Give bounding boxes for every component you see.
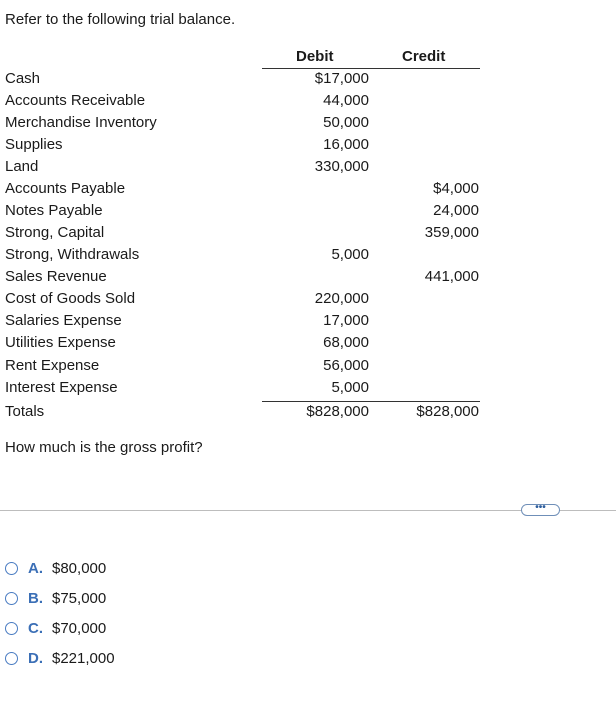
option-text: $221,000	[52, 649, 115, 667]
credit-value: 441,000	[424, 268, 479, 285]
debit-value: 16,000	[323, 136, 369, 153]
debit-value: 5,000	[331, 379, 369, 396]
question-text: How much is the gross profit?	[5, 439, 203, 456]
radio-icon[interactable]	[5, 652, 18, 665]
debit-value: $828,000	[306, 403, 369, 420]
debit-value: 330,000	[314, 158, 369, 175]
option-text: $80,000	[52, 559, 107, 577]
debit-value: $17,000	[314, 70, 369, 87]
account-label: Land	[5, 158, 39, 175]
account-label: Totals	[5, 403, 45, 420]
table-row	[0, 357, 616, 379]
credit-header: Credit	[402, 48, 446, 65]
debit-value: 17,000	[323, 312, 369, 329]
table-row	[0, 158, 616, 180]
radio-icon[interactable]	[5, 562, 18, 575]
account-label: Accounts Receivable	[5, 92, 146, 109]
table-row	[0, 312, 616, 334]
table-row	[0, 136, 616, 158]
credit-value: $828,000	[416, 403, 479, 420]
option-letter: B.	[28, 589, 43, 607]
account-label: Cost of Goods Sold	[5, 290, 136, 307]
debit-header: Debit	[296, 48, 334, 65]
option-letter: A.	[28, 559, 43, 577]
account-label: Sales Revenue	[5, 268, 107, 285]
account-label: Salaries Expense	[5, 312, 122, 329]
radio-icon[interactable]	[5, 622, 18, 635]
debit-value: 220,000	[314, 290, 369, 307]
table-row	[0, 334, 616, 356]
debit-value: 5,000	[331, 246, 369, 263]
account-label: Strong, Withdrawals	[5, 246, 140, 263]
credit-value: $4,000	[433, 180, 479, 197]
table-row	[0, 379, 616, 401]
table-row	[0, 92, 616, 114]
account-label: Accounts Payable	[5, 180, 126, 197]
account-label: Interest Expense	[5, 379, 118, 396]
table-row	[0, 268, 616, 290]
answer-option-d[interactable]	[5, 647, 115, 669]
option-text: $75,000	[52, 589, 107, 607]
account-label: Notes Payable	[5, 202, 103, 219]
table-row	[0, 202, 616, 224]
radio-icon[interactable]	[5, 592, 18, 605]
more-options-button[interactable]	[521, 504, 560, 516]
debit-value: 68,000	[323, 334, 369, 351]
totals-rule	[262, 401, 480, 402]
account-label: Rent Expense	[5, 357, 100, 374]
option-letter: C.	[28, 619, 43, 637]
account-label: Cash	[5, 70, 41, 87]
ellipsis-icon: •••	[535, 502, 546, 513]
account-label: Strong, Capital	[5, 224, 105, 241]
table-row	[0, 246, 616, 268]
totals-row	[0, 403, 616, 425]
table-row	[0, 290, 616, 312]
debit-value: 50,000	[323, 114, 369, 131]
table-row	[0, 180, 616, 202]
credit-value: 24,000	[433, 202, 479, 219]
table-row	[0, 114, 616, 136]
table-row	[0, 70, 616, 92]
answer-option-c[interactable]	[5, 617, 106, 639]
account-label: Merchandise Inventory	[5, 114, 157, 131]
account-label: Utilities Expense	[5, 334, 116, 351]
answer-option-b[interactable]	[5, 587, 106, 609]
header-underline	[262, 68, 480, 69]
credit-value: 359,000	[424, 224, 479, 241]
answer-option-a[interactable]	[5, 557, 106, 579]
option-text: $70,000	[52, 619, 107, 637]
option-letter: D.	[28, 649, 43, 667]
intro-text: Refer to the following trial balance.	[5, 11, 236, 28]
table-row	[0, 224, 616, 246]
debit-value: 56,000	[323, 357, 369, 374]
debit-value: 44,000	[323, 92, 369, 109]
account-label: Supplies	[5, 136, 63, 153]
